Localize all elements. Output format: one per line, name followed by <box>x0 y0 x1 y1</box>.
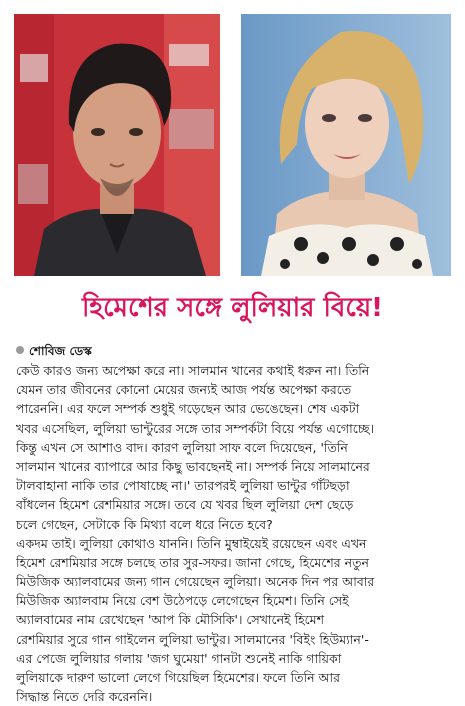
text-line: কিন্তু এখন সে আশাও বাদ। কারণ লুলিয়া সাফ বলে দিয়েছেন, 'তিনি <box>16 439 348 455</box>
text-line: সালমান খানের ব্যাপারে আর কিছু ভাবছেনই না। সম্পর্ক নিয়ে সালমানের <box>16 458 370 474</box>
portrait-woman-image <box>241 14 451 276</box>
paragraph-2 <box>16 534 448 706</box>
text-line: সিদ্ধান্ত নিতে দেরি করেননি। <box>16 689 153 705</box>
text-line: একদম তাই। লুলিয়া কোথাও যাননি। তিনি মুম্বাইয়েই রয়েছেন এবং এখন <box>16 535 367 551</box>
text-line: লুলিয়াকে দারুণ ভালো লেগে গিয়েছিল হিমেশের। ফলে তিনি আর <box>16 670 341 685</box>
text-line: এর পেজে লুলিয়ার গলায় 'জগ ঘুমেয়া' গানটা শুনেই নাকি গায়িকা <box>16 650 342 666</box>
photo-lulia <box>241 14 451 276</box>
byline-text: শোবিজ ডেস্ক <box>29 344 92 358</box>
headline: হিমেশের সঙ্গে লুলিয়ার বিয়ে! <box>81 293 383 323</box>
text-line: খবর এসেছিল, লুলিয়া ভান্টুরের সঙ্গে তার সম্পর্কটা বিয়ে পর্যন্ত এগোচ্ছে। <box>16 420 375 436</box>
bullet-icon <box>16 346 24 354</box>
text-line: অ্যালবামের নাম রেখেছেন 'আপ কি মৌসিকি'। সেখানেই হিমেশ <box>16 612 325 628</box>
text-line: পারেননি। এর ফলে সম্পর্ক শুধুই গড়েছেন আর ভেঙেছেন। শেষ একটা <box>16 401 360 417</box>
paragraph-1 <box>16 361 448 534</box>
photo-himesh <box>14 14 220 276</box>
photo-row <box>14 14 451 276</box>
text-line: কেউ কারও জন্য অপেক্ষা করে না। সালমান খানের কথাই ধরুন না। তিনি <box>16 363 370 378</box>
text-line: মিউজিক অ্যালবাম নিয়ে বেশ উঠেপড়ে লেগেছেন হিমেশ। তিনি সেই <box>16 593 349 609</box>
text-line: টালবাহানা নাকি তার পোষাচ্ছে না।' তারপরই লুলিয়া ভান্টুর গাঁটছড়া <box>16 478 350 494</box>
text-line: চলে গেছেন, সেটাকে কি মিথ্যা বলে ধরে নিতে হবে? <box>16 516 273 532</box>
text-line: রেশমিয়ার সুরে গান গাইলেন লুলিয়া ভান্টুর। সালমানের 'বিইং হিউম্যান'- <box>16 631 369 647</box>
text-line: মিউজিক অ্যালবামের জন্য গান গেয়েছেন লুলিয়া। অনেক দিন পর আবার <box>16 574 375 590</box>
byline <box>16 342 92 360</box>
article-body <box>16 361 448 706</box>
text-line: হিমেশ রেশমিয়ার সঙ্গে চলছে তার সুর-সফর। জানা গেছে, হিমেশের নতুন <box>16 554 369 570</box>
text-line: বাঁধলেন হিমেশ রেশমিয়ার সঙ্গে। তবে যে খবর ছিল লুলিয়া দেশ ছেড়ে <box>16 497 354 513</box>
portrait-man-image <box>14 14 220 276</box>
text-line: যেমন তার জীবনের কোনো মেয়ের জন্যই আজ পর্যন্ত অপেক্ষা করতে <box>16 382 352 398</box>
